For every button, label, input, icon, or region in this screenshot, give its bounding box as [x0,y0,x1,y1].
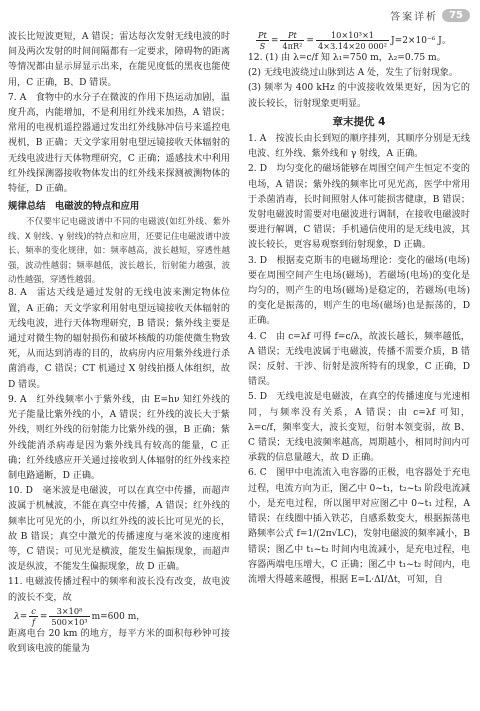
answer-11-continued: 距离电台 20 km 的地方，每平方米的面积每秒钟可接收到该电波的能量为 [8,628,230,654]
answer-11: 11. 电磁波传播过程中的频率和波长没有改变，故电波的波长不变，故 [8,577,230,603]
answer-10: 10. D 毫米波是电磁波，可以在真空中传播，而超声波属于机械波，不能在真空中传播，A 错误；红外线的频率比可见光的小，所以红外线的波长比可见光的长，故 B 错误；真空中激光的传播速度与毫米波的速度相等，C 错误；可见光是横波，能发生偏振现象，而超声波是纵波，不能发生偏振现象，故 D 正确。 [8,486,230,573]
law-summary-body: 不仅要牢记电磁波谱中不同的电磁波(如红外线、紫外线、X 射线、γ 射线)的特点和应用，还要记住电磁波谱中波长、频率的变化规律，如：频率越高，波长越短，穿透性越强，波动性越弱；频率越低，波长越长，衍射能力越强，波动性越强，穿透性越弱。 [8,216,230,285]
section-title: 章末提优 4 [332,115,386,128]
right-column [248,30,470,588]
chapter-answer-1: 1. A 按波长由长到短的顺序排列，其顺序分别是无线电波、红外线、紫外线和 γ 射线，A 正确。 [248,134,470,160]
answer-7: 7. A 食物中的水分子在微波的作用下热运动加剧，温度升高，内能增加，不是利用红外线来加热，A 错误；常用的电视机遥控器通过发出红外线脉冲信号来遥控电视机，B 正确；天文学家用射电望远镜接收天体辐射的无线电波进行天体物理研究，C 正确；遥感技术中利用红外线探测器接收物体发出的红外线来探测被测物体的特征，D 正确。 [8,92,230,195]
energy-formula: $\frac{Pt}{S}$ = $\frac{Pt}{\text{4πR²}}$ = $\frac{\text{10×10³×1}}{\text{4×3.14×20 000²}}$ J=2×10⁻⁶ J。 [258,30,451,51]
page-header [390,6,470,24]
page-number-badge: 75 [442,9,470,22]
wavelength-formula: λ= $\frac{c}{f}$ = $\frac{\text{3×10⁸}}{\text{500×10³}}$ m=600 m， [14,605,146,627]
chapter-answer-3: 3. D 根据麦克斯韦的电磁场理论：变化的磁场(电场)要在周围空间产生电场(磁场)，若磁场(电场)的变化是均匀的，则产生的电场(磁场)是稳定的，若磁场(电场)的变化是振荡的，则产生的电场(磁场)也是振荡的，D 正确。 [248,255,470,327]
chapter-answer-4: 4. C 由 c=λf 可得 f=c/λ，故波长越长，频率越低，A 错误；无线电波属于电磁波，传播不需要介质，B 错误；反射、干涉、衍射是波所特有的现象，C 正确，D 错误。 [248,331,470,388]
law-summary-title: 规律总结 电磁波的特点和应用 [8,201,140,213]
answer-12-1: 12. (1) 由 λ=c/f 知 λ₁=750 m，λ₂=0.75 m。 [248,53,446,63]
answer-8: 8. A 雷达天线是通过发射的无线电波来测定物体位置，A 正确；天文学家利用射电望远镜接收天体辐射的无线电波，进行天体物理研究，B 错误；紫外线主要是通过对微生物的辐射损伤和破坏核酸的功能使微生物致死，从而达到消毒的目的，故病房内应用紫外线进行杀菌消毒，C 错误；CT 机通过 X 射线拍摄人体组织，故 D 错误。 [8,288,230,390]
answer-12-3: (3) 频率为 400 kHz 的中波接收效果更好，因为它的波长较长，衍射现象更明显。 [248,83,470,109]
chapter-answer-2: 2. D 均匀变化的磁场能够在周围空间产生恒定不变的电场，A 错误；紫外线的频率比可见光高，医学中常用于杀菌消毒，长时间照射人体可能损害健康，B 错误；发射电磁波时需要对电磁波进行调制，在接收电磁波时要进行解调，C 错误；手机通信使用的是无线电波，其波长较长，更容易观察到衍射现象，D 正确。 [248,164,470,251]
answer-9: 9. A 红外线频率小于紫外线，由 E=hν 知红外线的光子能量比紫外线的小，A 错误；红外线的波长大于紫外线，则红外线的衍射能力比紫外线的强，B 正确；紫外线能消杀病毒是因为紫外线具有较高的能量，C 正确；红外线感应开关通过接收到人体辐射的红外线来控制电路通断，D 正确。 [8,394,230,481]
answer-paragraph: 波长比短波更短，A 错误；雷达每次发射无线电波的时间及两次发射的时间间隔都有一定要求，障碍物的距离等情况都由显示屏显示出来，在能见度低的黑夜也能使用，C 正确，B、D 错误。 [8,32,230,88]
chapter-answer-6: 6. C 图甲中电流流入电容器的正极，电容器处于充电过程，电流方向为正，图乙中 0~t₁，t₂~t₃ 阶段电流减小，是充电过程，所以图甲对应图乙中 0~t₁ 过程，A 错误；在线圈中插入铁芯，自感系数变大，根据振荡电路频率公式 f=1/(2π√LC)，发射电磁波的频率减小，B 错误；图乙中 t₁~t₂ 时间内电流减小，是充电过程，电容器两端电压增大，C 正确；图乙中 t₁~t₂ 时间内，电流增大得越来越慢，根据 E=L·ΔI/Δt，可知，自 [248,468,470,585]
answer-12-2: (2) 无线电波绕过山脉到达 A 处，发生了衍射现象。 [248,68,458,79]
left-column [8,30,230,657]
header-title: 答案详析 [390,11,439,23]
chapter-answer-5: 5. D 无线电波是电磁波，在真空的传播速度与光速相同，与频率没有关系，A 错误；由 c=λf 可知，λ=c/f，频率变大，波长变短，衍射本领变弱，故 B、C 错误；无线电波频率越高，周期越小，相同时间内可承载的信息量越大，故 D 正确。 [248,392,470,464]
